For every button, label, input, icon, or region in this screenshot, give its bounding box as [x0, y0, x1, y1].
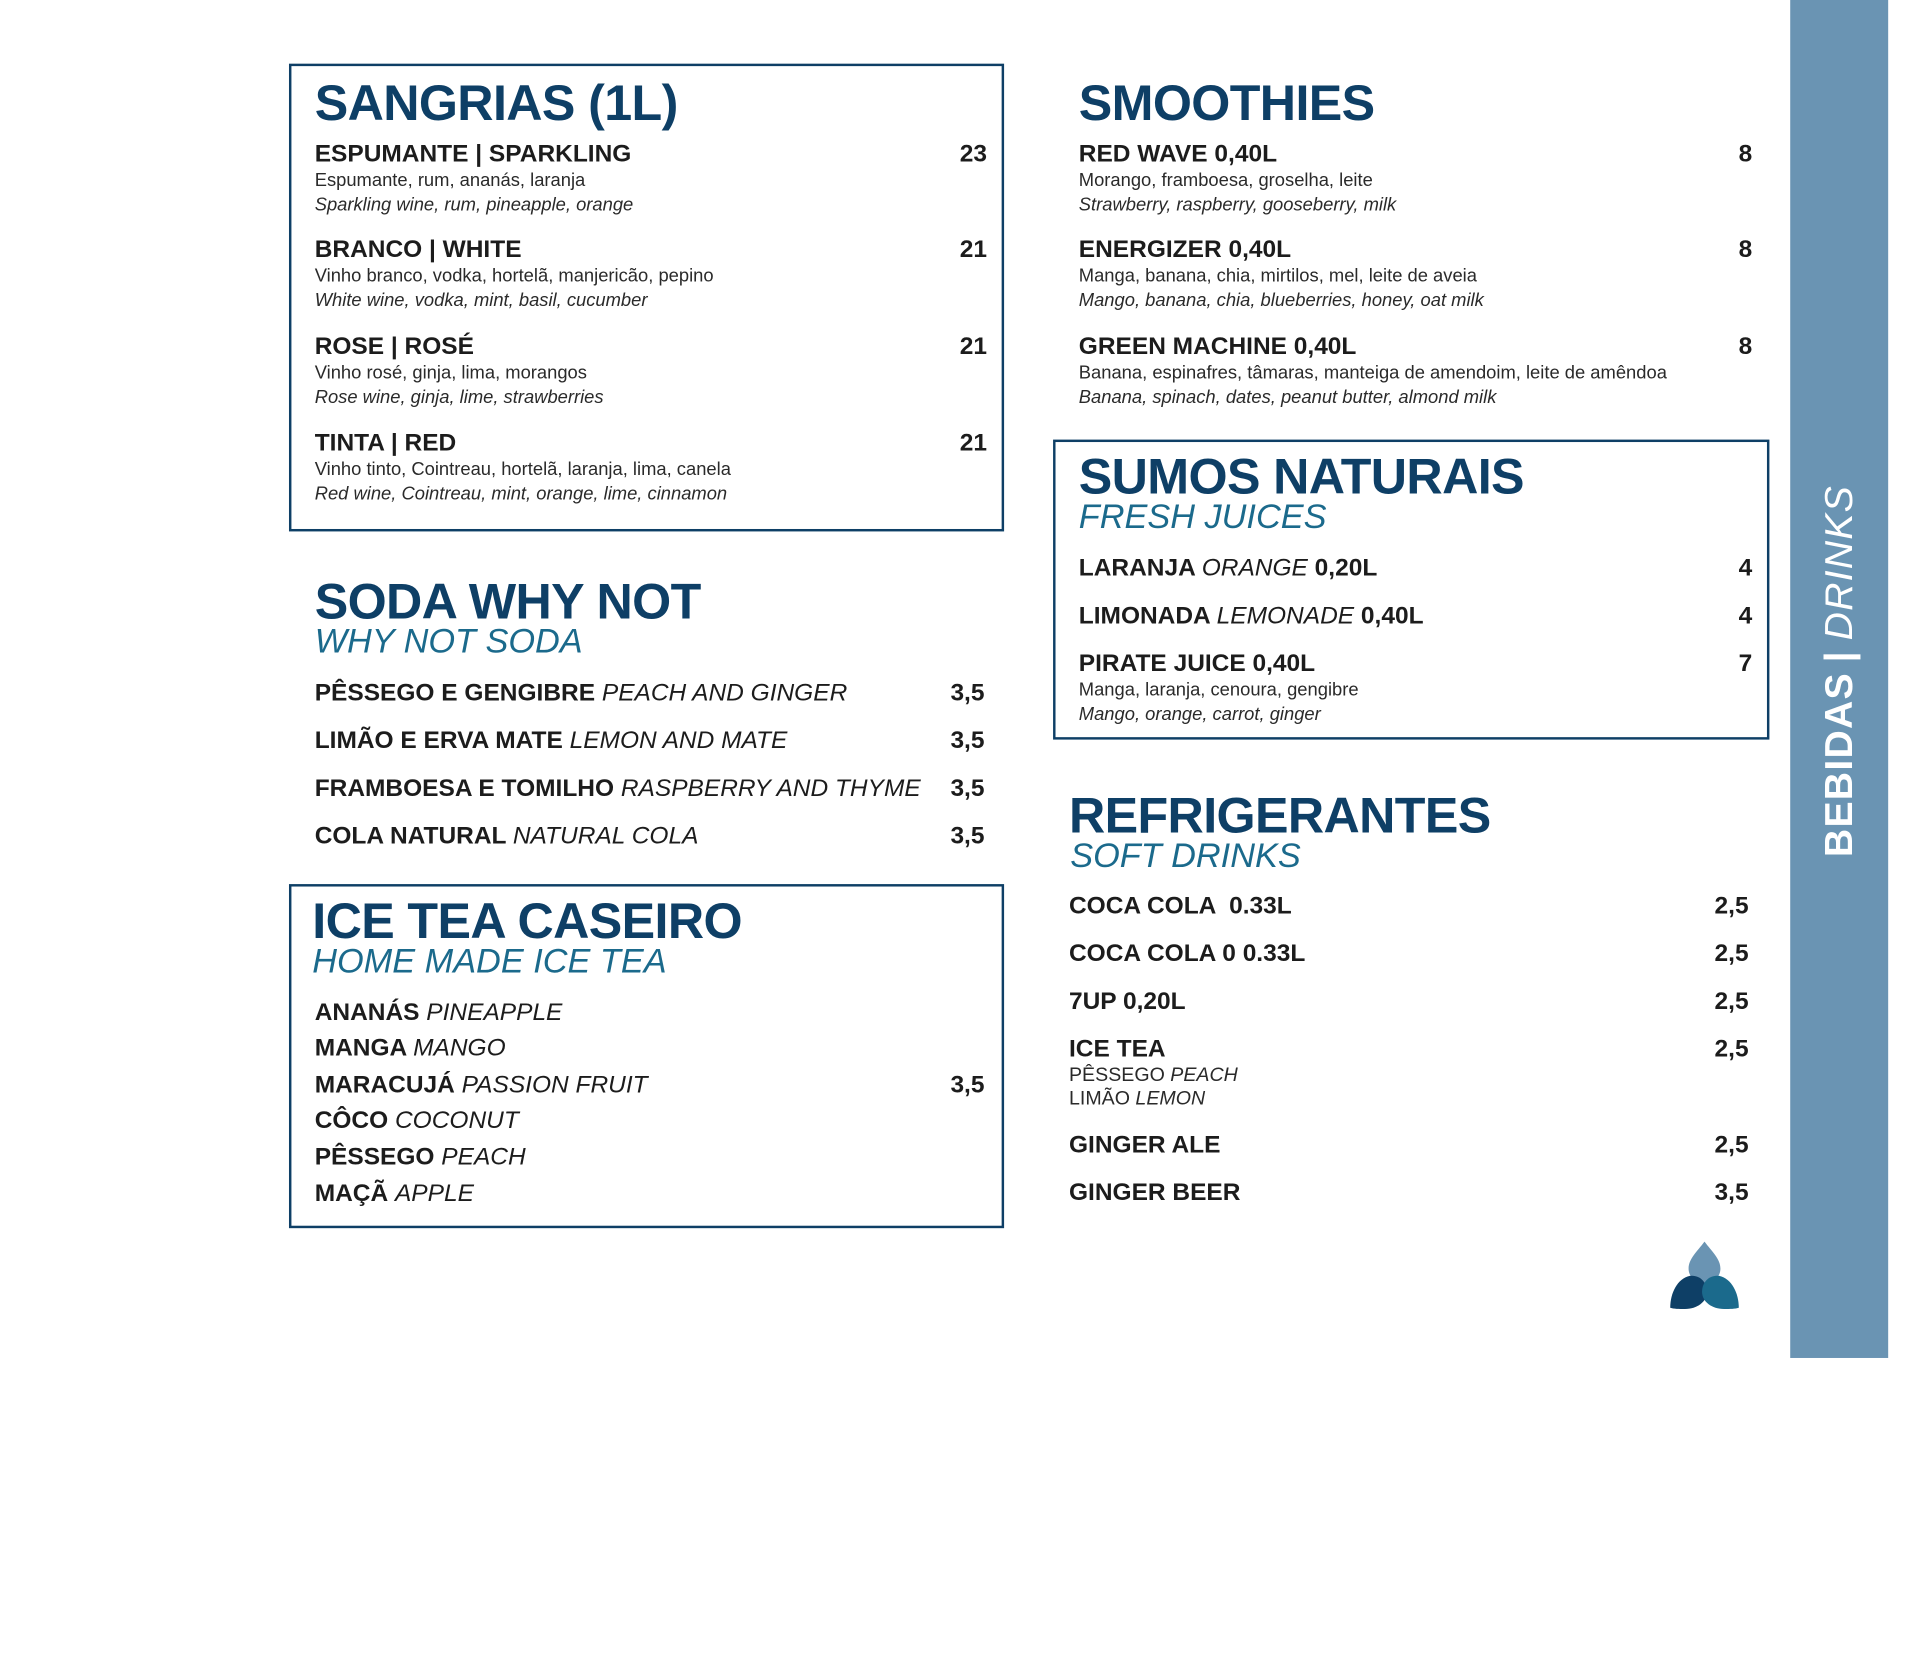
sangria-name: ESPUMANTE | SPARKLING — [314, 140, 632, 168]
icetea-subtitle: HOME MADE ICE TEA — [312, 941, 667, 980]
icetea-flavor — [1069, 1065, 1238, 1087]
soda-title: SODA WHY NOT — [314, 573, 701, 630]
refrigerante-name: ICE TEA — [1068, 1035, 1166, 1063]
icetea-flavor-pt: PÊSSEGO — [1068, 1065, 1165, 1087]
sidebar-title-pt: BEBIDAS — [1816, 672, 1861, 858]
icetea-item — [315, 1144, 526, 1172]
sidebar-title — [1817, 485, 1862, 857]
soda-item — [315, 727, 788, 755]
soda-item — [315, 775, 921, 803]
refrigerante-name: 7UP 0,20L — [1068, 988, 1186, 1016]
sumos-title: SUMOS NATURAIS — [1078, 448, 1524, 505]
smoothie-desc-en: Banana, spinach, dates, peanut butter, almond milk — [1078, 386, 1497, 408]
sumo-item-name: PIRATE JUICE 0,40L — [1078, 650, 1316, 678]
sangrias-title: SANGRIAS (1L) — [314, 74, 678, 132]
soda-item-en: PEACH AND GINGER — [601, 679, 848, 707]
sangria-desc-en: Rose wine, ginja, lime, strawberries — [314, 386, 604, 408]
sangria-desc-pt: Vinho tinto, Cointreau, hortelã, laranja, lima, canela — [314, 459, 731, 481]
soda-price: 3,5 — [950, 775, 985, 803]
smoothie-desc-pt: Manga, banana, chia, mirtilos, mel, leite de aveia — [1078, 265, 1477, 287]
refrigerante-name: COCA COLA 0.33L — [1068, 892, 1292, 920]
sumo-desc-en: Mango, orange, carrot, ginger — [1078, 704, 1321, 725]
soda-price: 3,5 — [950, 727, 985, 755]
refrigerante-price: 3,5 — [1714, 1179, 1749, 1207]
soda-item-en: LEMON AND MATE — [569, 727, 788, 755]
sangria-desc-pt: Vinho branco, vodka, hortelã, manjericão, pepino — [314, 265, 714, 287]
soda-item-name: FRAMBOESA E TOMILHO — [314, 775, 615, 803]
soda-item-en: NATURAL COLA — [512, 822, 699, 850]
sangria-price: 21 — [959, 333, 987, 361]
sumo-item — [1079, 555, 1378, 583]
soda-subtitle: WHY NOT SODA — [314, 622, 583, 661]
sangria-name: BRANCO | WHITE — [314, 236, 522, 264]
smoothie-desc-en: Mango, banana, chia, blueberries, honey, oat milk — [1078, 290, 1484, 312]
sangria-desc-pt: Vinho rosé, ginja, lima, morangos — [314, 362, 587, 384]
smoothies-title: SMOOTHIES — [1078, 74, 1375, 132]
sangria-name: TINTA | RED — [314, 429, 457, 457]
logo-right-drop — [1702, 1276, 1739, 1309]
sangria-name: ROSE | ROSÉ — [314, 333, 474, 361]
icetea-item — [315, 1071, 648, 1099]
icetea-item-en: APPLE — [394, 1180, 474, 1208]
smoothie-name: ENERGIZER 0,40L — [1078, 236, 1292, 264]
icetea-flavor-pt: LIMÃO — [1068, 1088, 1130, 1110]
soda-item-en: RASPBERRY AND THYME — [620, 775, 921, 803]
icetea-price: 3,5 — [950, 1071, 985, 1099]
icetea-item — [315, 1180, 474, 1208]
icetea-item-name: ANANÁS — [314, 999, 420, 1027]
smoothie-desc-pt: Morango, framboesa, groselha, leite — [1078, 170, 1373, 192]
sumo-item-en: LEMONADE — [1216, 602, 1355, 630]
icetea-item-name: MAÇÃ — [314, 1180, 389, 1208]
logo-left-drop — [1670, 1276, 1707, 1309]
soda-item-name: COLA NATURAL — [314, 822, 507, 850]
icetea-item-en: MANGO — [413, 1034, 506, 1062]
icetea-title: ICE TEA CASEIRO — [312, 892, 742, 949]
smoothie-desc-en: Strawberry, raspberry, gooseberry, milk — [1078, 194, 1397, 216]
refrigerantes-subtitle: SOFT DRINKS — [1070, 836, 1301, 875]
sumo-item-size: 0,20L — [1314, 554, 1378, 582]
sumo-item-en: ORANGE — [1201, 554, 1308, 582]
sangria-price: 23 — [959, 140, 987, 168]
refrigerante-name: GINGER BEER — [1068, 1179, 1241, 1207]
icetea-item-name: CÔCO — [314, 1106, 389, 1134]
icetea-flavor-en: PEACH — [1170, 1065, 1238, 1087]
icetea-item-en: PINEAPPLE — [426, 999, 563, 1027]
icetea-item-name: PÊSSEGO — [314, 1143, 435, 1171]
sumo-item-name: LIMONADA — [1078, 602, 1210, 630]
sangria-price: 21 — [959, 236, 987, 264]
smoothie-name: RED WAVE 0,40L — [1078, 140, 1278, 168]
icetea-item — [315, 1035, 506, 1063]
sumo-desc-pt: Manga, laranja, cenoura, gengibre — [1078, 679, 1359, 701]
refrigerante-price: 2,5 — [1714, 1131, 1749, 1159]
refrigerante-price: 2,5 — [1714, 1035, 1749, 1063]
refrigerante-price: 2,5 — [1714, 892, 1749, 920]
soda-item-name: LIMÃO E ERVA MATE — [314, 727, 563, 755]
sangria-desc-pt: Espumante, rum, ananás, laranja — [314, 170, 586, 192]
smoothie-price: 8 — [1738, 333, 1753, 361]
refrigerante-price: 2,5 — [1714, 940, 1749, 968]
smoothie-price: 8 — [1738, 140, 1753, 168]
soda-price: 3,5 — [950, 822, 985, 850]
smoothie-price: 8 — [1738, 236, 1753, 264]
icetea-flavor — [1069, 1089, 1205, 1111]
sumo-price: 4 — [1738, 554, 1753, 582]
soda-item — [315, 823, 699, 851]
smoothie-name: GREEN MACHINE 0,40L — [1078, 333, 1357, 361]
soda-item — [315, 680, 848, 708]
sidebar-separator: | — [1816, 650, 1861, 663]
refrigerantes-title: REFRIGERANTES — [1068, 787, 1491, 844]
sidebar-title-en: DRINKS — [1816, 484, 1861, 641]
smoothie-desc-pt: Banana, espinafres, tâmaras, manteiga de amendoim, leite de amêndoa — [1078, 362, 1667, 384]
sangria-desc-en: White wine, vodka, mint, basil, cucumber — [314, 290, 648, 312]
icetea-flavor-en: LEMON — [1135, 1088, 1206, 1110]
refrigerante-price: 2,5 — [1714, 988, 1749, 1016]
icetea-item-name: MARACUJÁ — [314, 1071, 455, 1099]
refrigerante-name: GINGER ALE — [1068, 1131, 1221, 1159]
icetea-item-en: PASSION FRUIT — [461, 1071, 648, 1099]
sangria-desc-en: Sparkling wine, rum, pineapple, orange — [314, 194, 634, 216]
logo-icon — [1665, 1239, 1743, 1312]
sumo-item-size: 0,40L — [1360, 602, 1424, 630]
icetea-item-en: PEACH — [441, 1143, 526, 1171]
sumo-price: 7 — [1738, 650, 1753, 678]
icetea-item-name: MANGA — [314, 1034, 407, 1062]
refrigerante-name: COCA COLA 0 0.33L — [1068, 940, 1306, 968]
sumos-subtitle: FRESH JUICES — [1078, 497, 1327, 536]
icetea-item — [315, 999, 563, 1027]
sumo-item — [1079, 602, 1424, 630]
sumo-item-name: LARANJA — [1078, 554, 1195, 582]
sumo-price: 4 — [1738, 602, 1753, 630]
soda-price: 3,5 — [950, 679, 985, 707]
icetea-item-en: COCONUT — [394, 1106, 519, 1134]
sangria-price: 21 — [959, 429, 987, 457]
soda-item-name: PÊSSEGO E GENGIBRE — [314, 679, 596, 707]
icetea-item — [315, 1107, 519, 1135]
sangria-desc-en: Red wine, Cointreau, mint, orange, lime, cinnamon — [314, 483, 728, 505]
